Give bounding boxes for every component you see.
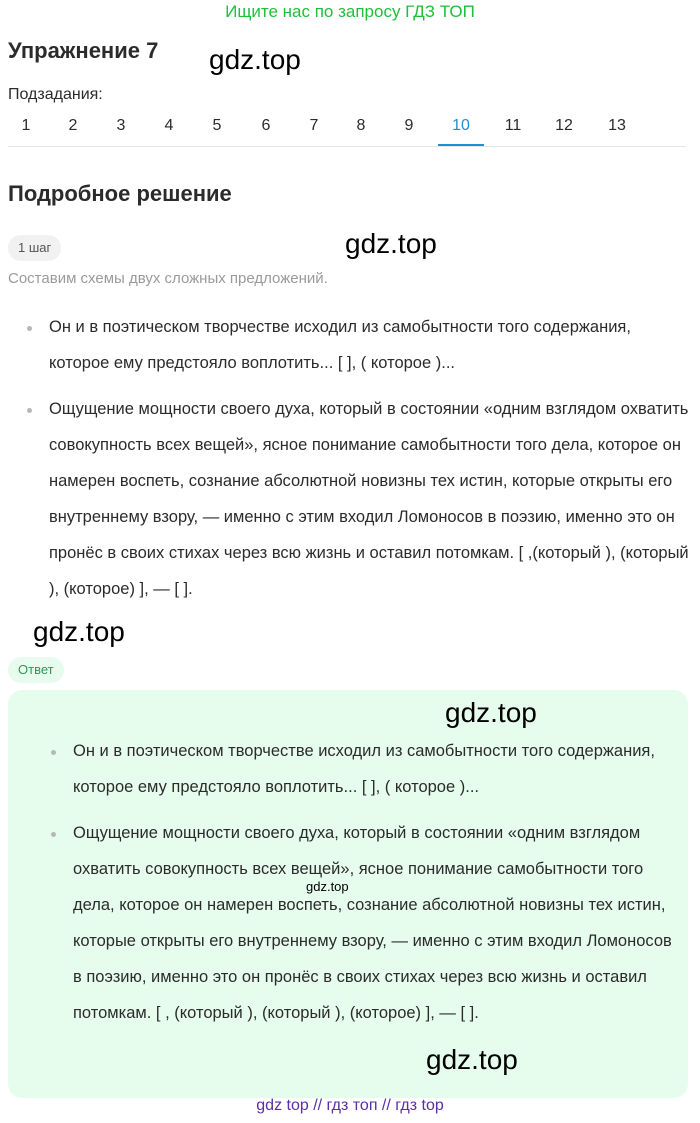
bullet-icon (51, 750, 56, 755)
subtask-tab-9[interactable]: 9 (404, 117, 414, 134)
solution-title: Подробное решение (8, 181, 232, 206)
watermark: gdz.top (209, 44, 301, 75)
divider (8, 146, 686, 147)
subtask-tab-12[interactable]: 12 (555, 117, 573, 134)
list-item (49, 309, 689, 381)
list-item (49, 391, 689, 607)
footer-links[interactable]: gdz top // гдз топ // гдз top (256, 1097, 444, 1114)
watermark: gdz.top (426, 1044, 518, 1075)
subtask-tab-13[interactable]: 13 (608, 117, 626, 134)
solution-intro: Составим схемы двух сложных предложений. (8, 270, 328, 287)
subtasks-tabs (0, 108, 690, 146)
top-banner[interactable]: Ищите нас по запросу ГДЗ ТОП (225, 2, 475, 21)
answer-item-text: Ощущение мощности своего духа, который в состоянии «одним взглядом охватить совокупность всех вещей», ясное понимание самобытности того дела, которое он намерен воспеть, сознание абсолютной новизны тех истин, которые открыты его внутреннему взору, — именно с этим входил Ломоносов в поэзию, именно это он пронёс в своих стихах через всю жизнь и оставил потомкам. [ , (который ), (который ), (которое) ], — [ ]. (73, 824, 672, 1022)
solution-item-text: Он и в поэтическом творчестве исходил из самобытности того содержания, которое ему предстояло воплотить... [ ], ( которое )... (49, 318, 631, 372)
list-item (73, 815, 683, 1031)
subtask-tab-5[interactable]: 5 (212, 117, 222, 134)
subtask-tab-3[interactable]: 3 (116, 117, 126, 134)
subtask-tab-6[interactable]: 6 (261, 117, 271, 134)
bullet-icon (27, 326, 32, 331)
answer-item-text: Он и в поэтическом творчестве исходил из самобытности того содержания, которое ему предстояло воплотить... [ ], ( которое )... (73, 742, 655, 796)
subtask-tab-10[interactable]: 10 (438, 108, 484, 146)
watermark: gdz.top (306, 879, 349, 894)
solution-item-text: Ощущение мощности своего духа, который в состоянии «одним взглядом охватить совокупность всех вещей», ясное понимание самобытности того дела, которое он намерен воспеть, сознание абсолютной новизны тех истин, которые открыты его внутреннему взору, — именно с этим входил Ломоносов в поэзию, именно это он пронёс в своих стихах через всю жизнь и оставил потомкам. [ ,(который ), (который ), (которое) ], — [ ]. (49, 400, 689, 598)
exercise-title: Упражнение 7 (8, 38, 159, 63)
subtask-tab-8[interactable]: 8 (356, 117, 366, 134)
subtask-tab-7[interactable]: 7 (309, 117, 319, 134)
bullet-icon (27, 408, 32, 413)
subtask-tab-4[interactable]: 4 (164, 117, 174, 134)
subtask-tab-2[interactable]: 2 (68, 117, 78, 134)
solution-list (49, 309, 689, 607)
list-item (73, 733, 683, 805)
step-badge: 1 шаг (8, 235, 61, 261)
watermark: gdz.top (445, 697, 537, 728)
watermark: gdz.top (345, 228, 437, 259)
subtask-tab-1[interactable]: 1 (21, 117, 31, 134)
bullet-icon (51, 832, 56, 837)
subtasks-label: Подзадания: (8, 86, 103, 103)
watermark: gdz.top (33, 616, 125, 647)
subtask-tab-11[interactable]: 11 (504, 117, 522, 134)
answer-badge: Ответ (8, 657, 64, 683)
answer-list (73, 733, 683, 1031)
